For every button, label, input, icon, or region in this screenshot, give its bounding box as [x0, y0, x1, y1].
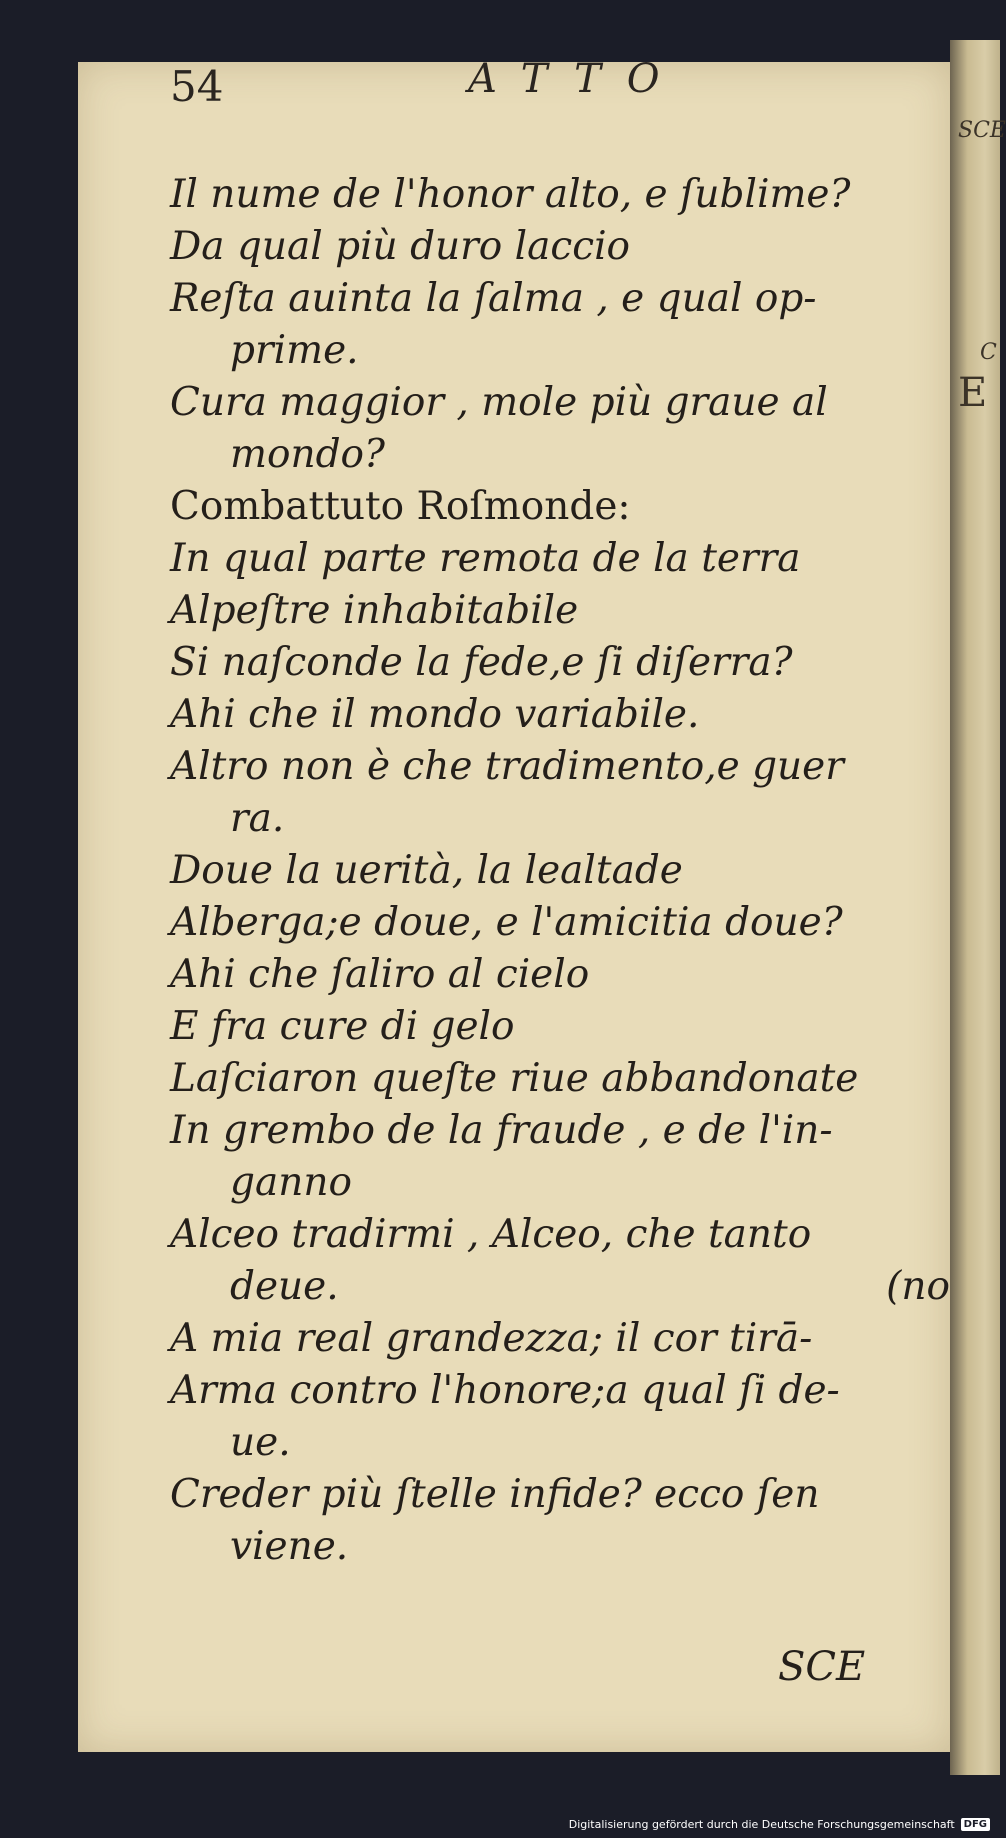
poem-line-text: A mia real grandezza; il cor tirā- [170, 1316, 813, 1361]
poem-line-text: ra. [230, 796, 285, 841]
poem-line-text: Ahi che il mondo variabile. [170, 692, 700, 737]
poem-line-text: Ahi che ſaliro al cielo [170, 952, 590, 997]
poem-line [170, 1410, 950, 1465]
poem-line [170, 1358, 950, 1413]
poem-line-text: Da qual più duro laccio [170, 224, 631, 269]
poem-line-text: Combattuto Roſmonde: [170, 484, 631, 529]
poem-line-text: E fra cure di gelo [170, 1004, 515, 1049]
catchword: SCE [778, 1644, 866, 1690]
poem-line [170, 162, 950, 217]
poem-line [170, 370, 950, 425]
poem-line-text: In grembo de la fraude , e de l'in- [170, 1108, 833, 1153]
poem-line [170, 838, 950, 893]
poem-line-turnover: (no [886, 1264, 950, 1309]
adjacent-page-fragment: E [958, 370, 988, 416]
poem-line-text: Si naſconde la fede,e ſi diſerra? [170, 640, 793, 685]
poem-line-text: Alceo tradirmi , Alceo, che tanto [170, 1212, 812, 1257]
poem-line-text: mondo? [230, 432, 385, 477]
poem-line-text: Reſta auinta la ſalma , e qual op- [170, 276, 817, 321]
page-number: 54 [170, 62, 224, 111]
poem-line [170, 1514, 950, 1569]
poem-line [170, 786, 950, 841]
poem-line [170, 734, 950, 789]
poem-line [170, 1150, 950, 1205]
poem-line-text: In qual parte remota de la terra [170, 536, 801, 581]
poem-line [170, 474, 950, 529]
poem-line [170, 682, 950, 737]
poem-line-text: Il nume de l'honor alto, e ſublime? [170, 172, 851, 217]
dfg-logo: DFG [961, 1818, 990, 1831]
poem-line [170, 630, 950, 685]
digitization-footer [569, 1814, 990, 1834]
poem-line-text: Laſciaron queſte riue abbandonate [170, 1056, 859, 1101]
poem-line-text: deue. [230, 1264, 339, 1309]
book-page [78, 56, 950, 1752]
poem-line-text: Altro non è che tradimento,e guer [170, 744, 844, 789]
poem-line-text: prime. [230, 328, 359, 373]
poem-line-text: Arma contro l'honore;a qual ſi de- [170, 1368, 840, 1413]
poem-line-text: Alberga;e doue, e l'amicitia doue? [170, 900, 843, 945]
poem-line-text: ue. [230, 1420, 291, 1465]
poem-line [170, 526, 950, 581]
poem-line [170, 1202, 950, 1257]
poem-line [170, 1046, 950, 1101]
poem-line [170, 214, 950, 269]
adjacent-page-fragment: SCE [958, 118, 1006, 143]
footer-text: Digitalisierung gefördert durch die Deutsche Forschungsgemeinschaft [568, 1817, 955, 1831]
poem-line-text: viene. [230, 1524, 349, 1569]
poem-line-text: ganno [230, 1160, 352, 1205]
poem-line-text: Doue la uerità, la lealtade [170, 848, 683, 893]
poem-line [170, 318, 950, 373]
poem-line-text: Alpeſtre inhabitabile [170, 588, 579, 633]
poem-line [170, 994, 950, 1049]
adjacent-page-edge [950, 40, 1006, 1775]
page-header [78, 56, 950, 122]
poem-line [170, 1462, 950, 1517]
poem-line-text: Cura maggior , mole più graue al [170, 380, 828, 425]
poem-line-text: Creder più ſtelle infide? ecco ſen [170, 1472, 820, 1517]
poem-line [170, 422, 950, 477]
running-head: ATTO [468, 56, 686, 102]
poem-line [170, 578, 950, 633]
poem-line [170, 1098, 950, 1153]
poem-line [170, 266, 950, 321]
poem-text [170, 162, 950, 1569]
poem-line [170, 890, 950, 945]
poem-line [170, 1254, 950, 1309]
adjacent-page-fragment: C [980, 340, 997, 365]
poem-line [170, 1306, 950, 1361]
poem-line [170, 942, 950, 997]
